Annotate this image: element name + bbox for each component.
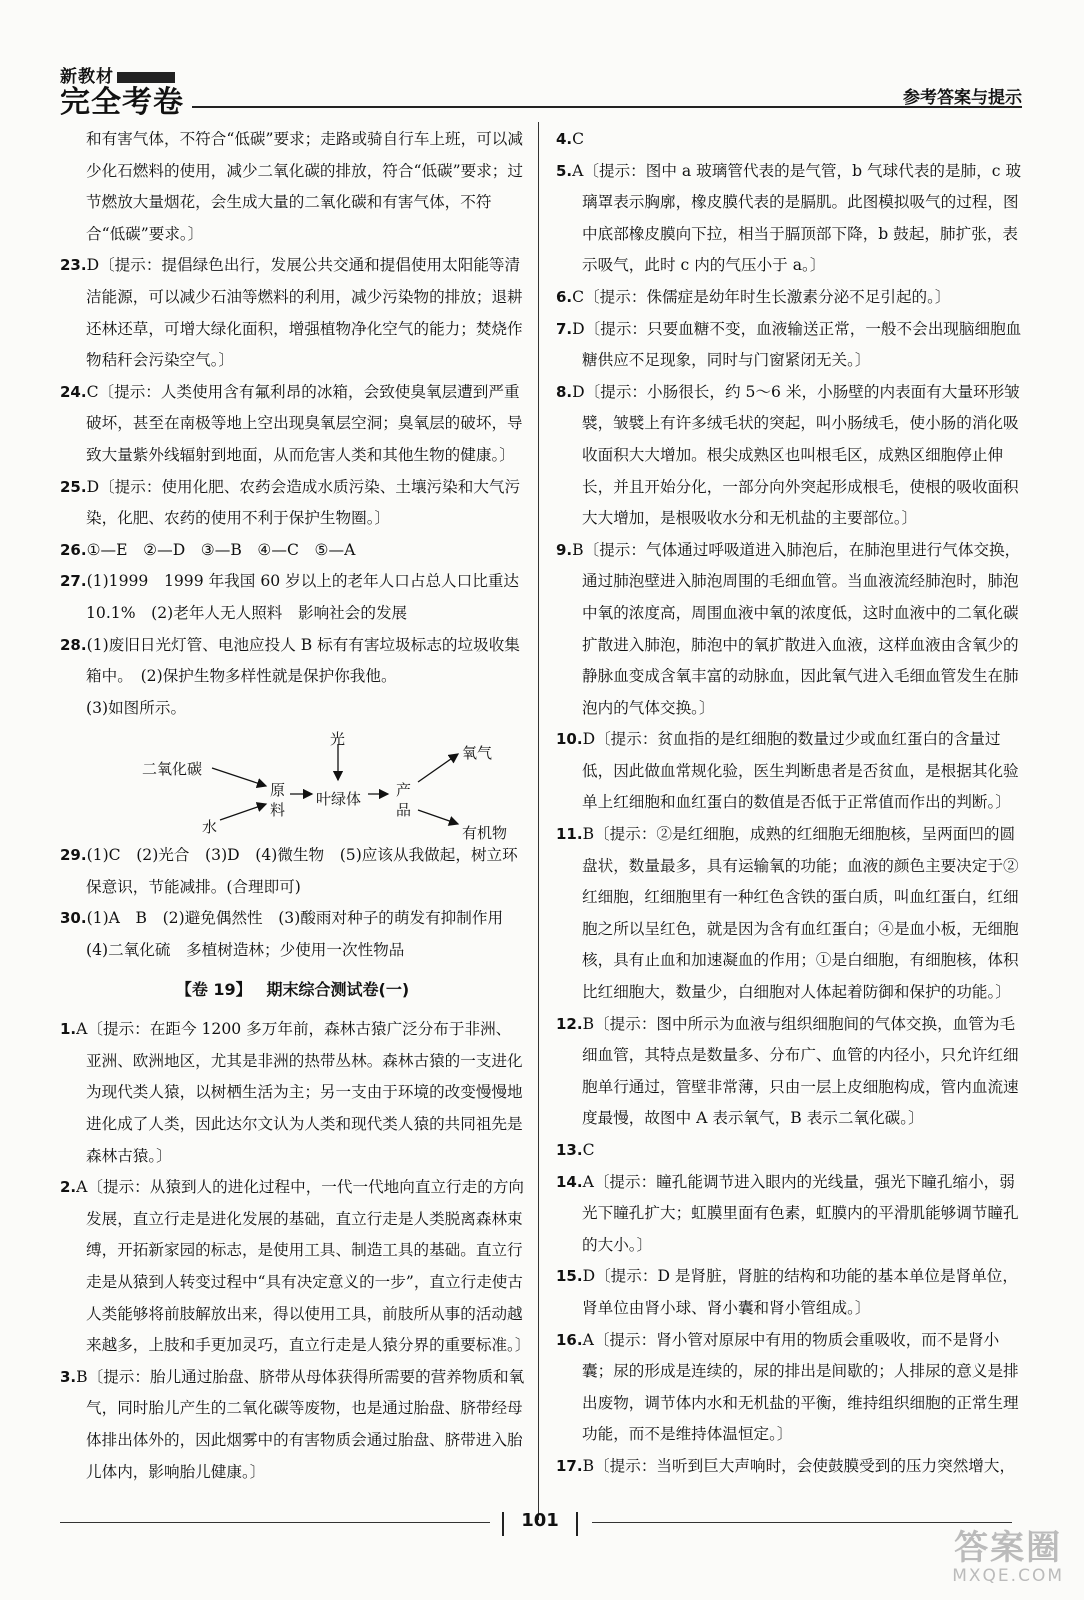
answer-8: 8.D〔提示：小肠很长，约 5～6 米，小肠壁的内表面有大量环形皱襞，皱襞上有许多绒毛状的突起，叫小肠绒毛，使小肠的消化吸收面积大大增加。根尖成熟区也叫根毛区，成熟区细胞停止伸长，并且开始分化，一部分向外突起形成根毛，使根的吸收面积大大增加，是根吸收水分和无机盐的主要部位。〕 [556, 382, 1020, 528]
logo [60, 62, 190, 119]
left-column [60, 124, 531, 1488]
footer-rule-right [592, 1522, 1012, 1523]
answer-4: 4.C [556, 130, 585, 148]
answer-12: 12.B〔提示：图中所示为血液与组织细胞间的气体交换，血管为毛细血管，其特点是数量多、分布广、血管的内径小，只允许红细胞单行通过，管壁非常薄，只由一层上皮细胞构成，管内血流速度最慢，故图中 A 表示氧气，B 表示二氧化碳。〕 [556, 1014, 1019, 1128]
answer-9: 9.B〔提示：气体通过呼吸道进入肺泡后，在肺泡里进行气体交换，通过肺泡壁进入肺泡周围的毛细血管。当血液流经肺泡时，肺泡中氧的浓度高，周围血液中氧的浓度低，这时血液中的二氧化碳扩散进入肺泡，肺泡中的氧扩散进入血液，这样血液由含氧少的静脉血变成含氧丰富的动脉血，因此氧气进入毛细血管发生在肺泡内的气体交换。〕 [556, 540, 1021, 717]
answer-13: 13.C [556, 1141, 595, 1159]
answer-10: 10.D〔提示：贫血指的是红细胞的数量过少或血红蛋白的含量过低，因此做血常规化验，医生判断患者是否贫血，是根据其化验单上红细胞和血红蛋白的数值是否低于正常值而作出的判断。〕 [556, 730, 1019, 812]
diagram-label-organic: 有机物 [462, 824, 508, 843]
answer-24: 24.C〔提示：人类使用含有氟利昂的冰箱，会致使臭氧层遭到严重破坏，甚至在南极等地上空出现臭氧层空洞；臭氧层的破坏，导致大量紫外线辐射到地面，从而危害人类和其他生物的健康。〕 [60, 382, 523, 464]
answer-29: 29.(1)C (2)光合 (3)D (4)微生物 (5)应该从我做起，树立环保意识，节能减排。(合理即可) [60, 846, 518, 896]
answer-5: 5.A〔提示：图中 a 玻璃管代表的是气管，b 气球代表的是肺，c 玻璃罩表示胸廓，橡皮膜代表的是膈肌。此图模拟吸气的过程，图中底部橡皮膜向下拉，相当于膈顶部下降，b 鼓起，肺扩张，表示吸气，此时 c 内的气压小于 a。〕 [556, 161, 1022, 275]
section-title: 期末综合测试卷(一) [266, 979, 410, 999]
answer-28-part3: (3)如图所示。 [86, 698, 187, 717]
watermark-text: 答案圈 [954, 1528, 1063, 1568]
answer-16: 16.A〔提示：肾小管对原尿中有用的物质会重吸收，而不是肾小囊；尿的形成是连续的，尿的排出是间歇的；人排尿的意义是排出废物，调节体内水和无机盐的平衡，维持组织细胞的正常生理功能，而不是维持体温恒定。〕 [556, 1330, 1019, 1444]
diagram-label-co2: 二氧化碳 [142, 760, 203, 779]
header-rule [192, 106, 1022, 108]
answer-s1: 1.A〔提示：在距今 1200 多万年前，森林古猿广泛分布于非洲、亚洲、欧洲地区，尤其是非洲的热带丛林。森林古猿的一支进化为现代类人猿，以树栖生活为主；另一支由于环境的改变慢慢地进化成了人类，因此达尔文认为人类和现代类人猿的共同祖先是森林古猿。〕 [60, 1020, 523, 1165]
diagram-label-oxygen: 氧气 [462, 744, 493, 763]
diagram-label-chloroplast: 叶绿体 [316, 790, 362, 809]
photosynthesis-diagram [86, 724, 525, 843]
answer-6: 6.C〔提示：侏儒症是幼年时生长激素分泌不足引起的。〕 [556, 287, 951, 306]
section-heading [60, 974, 525, 1007]
answer-27: 27.(1)1999 1999 年我国 60 岁以上的老年人口占总人口比重达 10.1% (2)老年人无人照料 影响社会的发展 [60, 572, 520, 622]
answer-11: 11.B〔提示：②是红细胞，成熟的红细胞无细胞核，呈两面凹的圆盘状，数量最多，具有运输氧的功能；血液的颜色主要决定于②红细胞，红细胞里有一种红色含铁的蛋白质，叫血红蛋白，红细胞之所以呈红色，就是因为含有血红蛋白；④是血小板，无细胞核，具有止血和加速凝血的作用；①是白细胞，有细胞核，体积比红细胞大，数量少，白细胞对人体起着防御和保护的功能。〕 [556, 825, 1019, 1002]
answer-14: 14.A〔提示：瞳孔能调节进入眼内的光线量，强光下瞳孔缩小，弱光下瞳孔扩大；虹膜里面有色素，虹膜内的平滑肌能够调节瞳孔的大小。〕 [556, 1172, 1019, 1254]
diagram-label-light: 光 [330, 730, 346, 749]
footer-rule-left [60, 1522, 490, 1523]
watermark-url: MXQE.COM [952, 1566, 1064, 1586]
column-divider [538, 122, 539, 1520]
right-column [556, 124, 1026, 1483]
page-header-title: 参考答案与提示 [903, 88, 1022, 108]
page-number: 101 [500, 1510, 580, 1531]
answer-s2: 2.A〔提示：从猿到人的进化过程中，一代一代地向直立行走的方向发展，直立行走是进化发展的基础，直立行走是人类脱离森林束缚，开拓新家园的标志，是使用工具、制造工具的基础。直立行走是从猿到人转变过程中“具有决定意义的一步”，直立行走使古人类能够将前肢解放出来，得以使用工具，前肢所从事的活动越来越多，上肢和手更加灵巧，直立行走是人猿分界的重要标准。〕 [60, 1178, 531, 1355]
logo-main-text: 完全考卷 [60, 85, 184, 120]
logo-top-text: 新教材 [60, 67, 114, 87]
answer-26: 26.①—E ②—D ③—B ④—C ⑤—A [60, 540, 356, 559]
answer-25: 25.D〔提示：使用化肥、农药会造成水质污染、土壤污染和大气污染，化肥、农药的使用不利于保护生物圈。〕 [60, 477, 521, 528]
answer-30: 30.(1)A B (2)避免偶然性 (3)酸雨对种子的萌发有抑制作用 (4)二氧化硫 多植树造林；少使用一次性物品 [60, 909, 519, 960]
diagram-label-product: 产品 [396, 781, 412, 820]
answer-17: 17.B〔提示：当听到巨大声响时，会使鼓膜受到的压力突然增大， [556, 1456, 1016, 1475]
answer-continuation: 和有害气体，不符合“低碳”要求；走路或骑自行车上班，可以减少化石燃料的使用，减少二氧化碳的排放，符合“低碳”要求；过节燃放大量烟花，会生成大量的二氧化碳和有害气体，不符合“低碳”要求。〕 [86, 130, 523, 243]
section-tag: 【卷 19】 [175, 979, 252, 999]
watermark [952, 1530, 1064, 1586]
diagram-label-raw: 原料 [270, 781, 286, 820]
answer-s3: 3.B〔提示：胎儿通过胎盘、脐带从母体获得所需要的营养物质和氧气，同时胎儿产生的二氧化碳等废物，也是通过胎盘、脐带经母体排出体外的，因此烟雾中的有害物质会通过胎盘、脐带进入胎儿体内，影响胎儿健康。〕 [60, 1367, 525, 1481]
answer-23: 23.D〔提示：提倡绿色出行，发展公共交通和提倡使用太阳能等清洁能源，可以减少石油等燃料的利用，减少污染物的排放；退耕还林还草，可增大绿化面积，增强植物净化空气的能力；焚烧作物秸秆会污染空气。〕 [60, 256, 523, 370]
answer-7: 7.D〔提示：只要血糖不变，血液输送正常，一般不会出现脑细胞血糖供应不足现象，同时与门窗紧闭无关。〕 [556, 319, 1022, 370]
answer-15: 15.D〔提示：D 是肾脏，肾脏的结构和功能的基本单位是肾单位，肾单位由肾小球、肾小囊和肾小管组成。〕 [556, 1267, 1018, 1317]
diagram-label-water: 水 [202, 818, 218, 837]
answer-28: 28.(1)废旧日光灯管、电池应投人 B 标有有害垃圾标志的垃圾收集箱中。 (2)保护生物多样性就是保护你我他。 [60, 635, 520, 686]
logo-bar [117, 72, 175, 83]
